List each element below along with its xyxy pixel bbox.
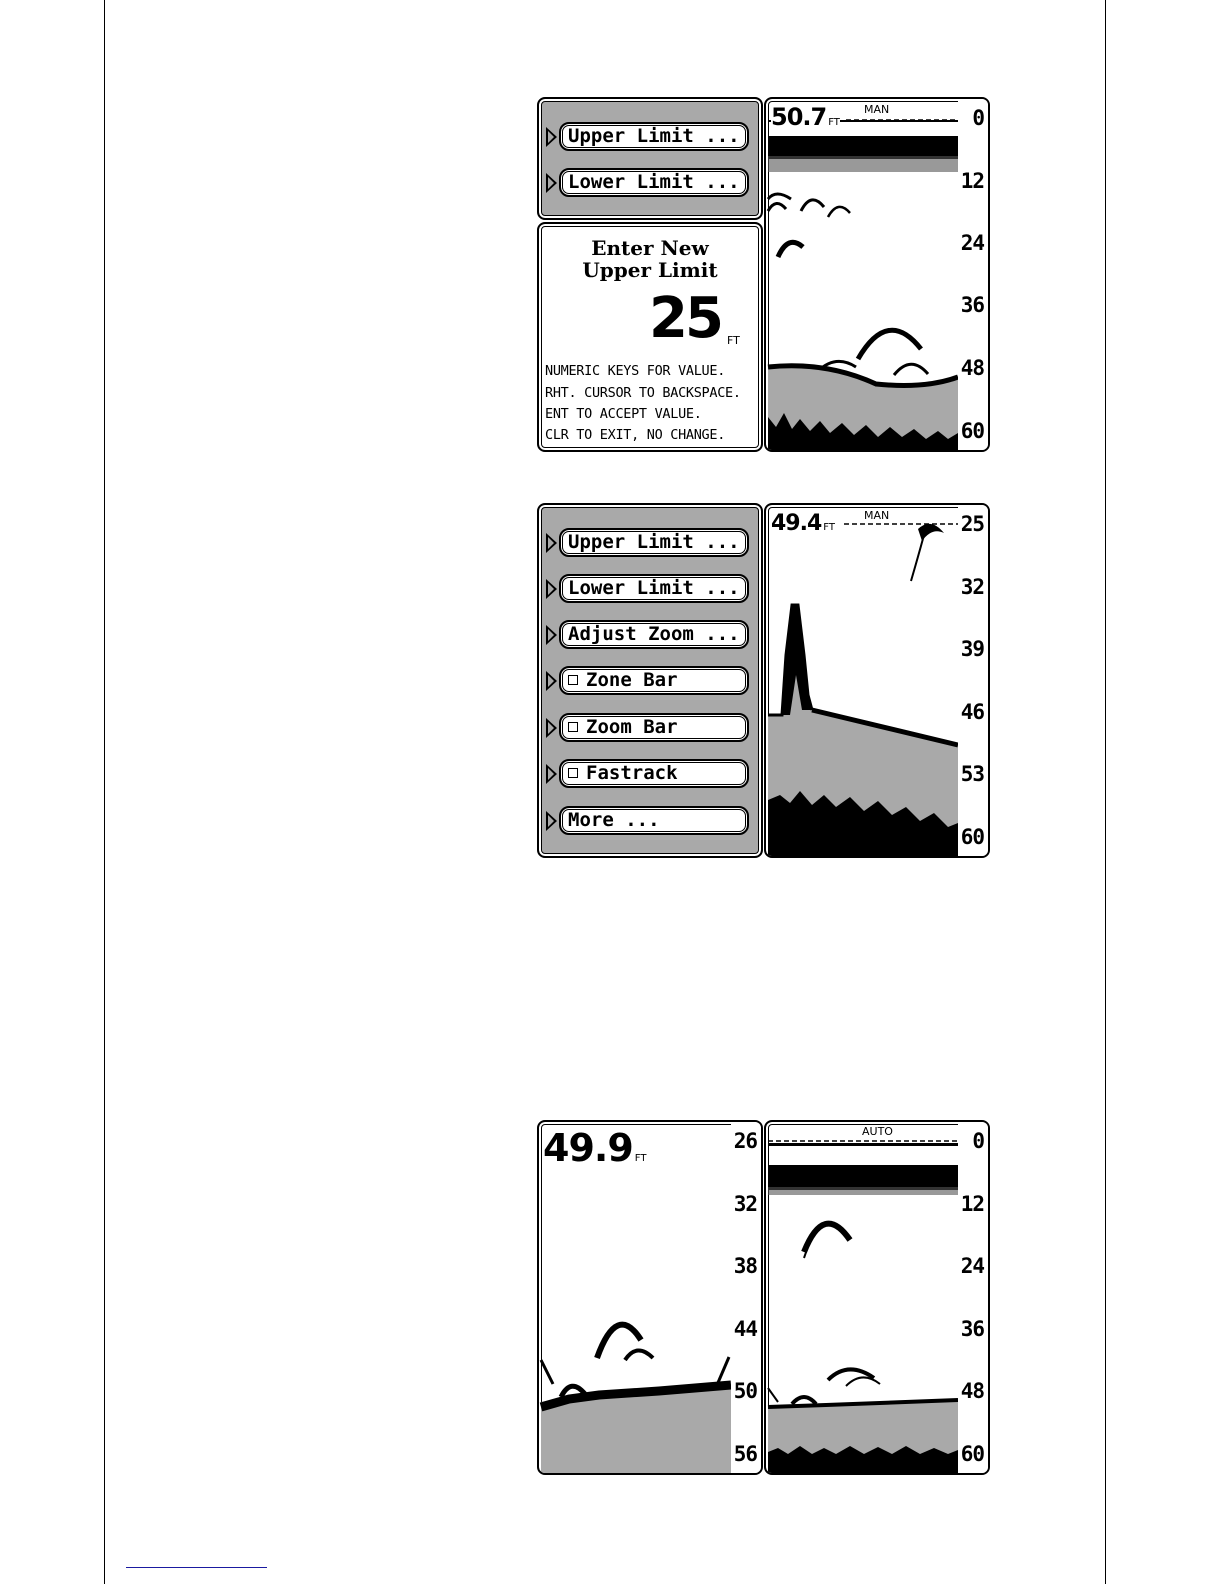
fastrack-label: Fastrack [586, 762, 678, 784]
value-unit: FT [727, 334, 740, 347]
depth-scale-label: 0 [972, 1129, 984, 1153]
menu-item-upper-limit[interactable] [543, 121, 755, 153]
range-mode-label: MAN [864, 509, 890, 522]
sonar-panel-screen3 [764, 1120, 990, 1475]
digital-depth-readout: 49.9 FT [543, 1126, 647, 1170]
depth-scale-label: 53 [960, 762, 984, 786]
instruction-line: ENT TO ACCEPT VALUE. [545, 406, 702, 422]
upper-limit-dialog [537, 222, 763, 452]
instruction-line: NUMERIC KEYS FOR VALUE. [545, 363, 726, 379]
zoom-scale-label: 32 [733, 1192, 757, 1216]
zoom-panel-screen3 [537, 1120, 763, 1475]
fastrack-checkbox[interactable] [568, 768, 578, 778]
selector-arrow-icon [546, 811, 557, 831]
selector-arrow-icon [546, 127, 557, 147]
menu-item-zoom-bar[interactable] [543, 712, 755, 744]
depth-scale-label: 60 [960, 419, 984, 443]
depth-scale-label: 60 [960, 825, 984, 849]
depth-scale-label: 48 [960, 356, 984, 380]
selector-arrow-icon [546, 173, 557, 193]
depth-scale-label: 24 [960, 231, 984, 255]
menu-item-more[interactable] [543, 805, 755, 837]
depth-scale-label: 36 [960, 293, 984, 317]
sonar-display [766, 505, 990, 858]
upper-limit-value[interactable]: 25 [649, 286, 721, 351]
footnote-rule [126, 1567, 267, 1568]
depth-scale-label: 25 [960, 512, 984, 536]
depth-scale-label: 12 [960, 1192, 984, 1216]
zone-bar-checkbox[interactable] [568, 675, 578, 685]
selector-arrow-icon [546, 625, 557, 645]
dialog-title-line1: Enter New [591, 236, 709, 260]
upper-limit-button[interactable]: Upper Limit ... [559, 122, 749, 151]
menu-item-upper-limit[interactable] [543, 527, 755, 559]
depth-scale-label: 12 [960, 169, 984, 193]
depth-scale-label: 60 [960, 1442, 984, 1466]
dialog-title-line2: Upper Limit [582, 258, 718, 282]
sonar-panel-screen2 [764, 503, 990, 858]
menu-item-zone-bar[interactable] [543, 665, 755, 697]
instruction-line: RHT. CURSOR TO BACKSPACE. [545, 385, 741, 401]
depth-scale-label: 0 [972, 106, 984, 130]
menu-item-adjust-zoom[interactable] [543, 619, 755, 651]
right-margin-line [1105, 0, 1106, 1584]
selector-arrow-icon [546, 764, 557, 784]
depth-scale-label: 39 [960, 637, 984, 661]
instruction-line: CLR TO EXIT, NO CHANGE. [545, 427, 726, 443]
zoom-scale-label: 56 [733, 1442, 757, 1466]
menu-panel-screen1 [537, 97, 763, 220]
zoom-sonar-display [539, 1122, 763, 1475]
zoom-bar-checkbox[interactable] [568, 722, 578, 732]
zone-bar-toggle[interactable] [559, 666, 749, 695]
depth-scale-label: 36 [960, 1317, 984, 1341]
left-margin-line [104, 0, 105, 1584]
sonar-display [766, 1122, 990, 1475]
fastrack-toggle[interactable] [559, 759, 749, 788]
depth-scale-label: 46 [960, 700, 984, 724]
selector-arrow-icon [546, 579, 557, 599]
depth-scale-label: 24 [960, 1254, 984, 1278]
upper-limit-button[interactable]: Upper Limit ... [559, 528, 749, 557]
lower-limit-button[interactable]: Lower Limit ... [559, 574, 749, 603]
digital-depth-readout: 49.4 FT [771, 511, 835, 536]
digital-depth-readout: 50.7 FT [771, 103, 840, 131]
menu-item-lower-limit[interactable] [543, 573, 755, 605]
more-button[interactable]: More ... [559, 806, 749, 835]
depth-scale-label: 32 [960, 575, 984, 599]
sonar-panel-screen1 [764, 97, 990, 452]
menu-panel-screen2 [537, 503, 763, 858]
depth-scale-label: 48 [960, 1379, 984, 1403]
adjust-zoom-button[interactable]: Adjust Zoom ... [559, 620, 749, 649]
sonar-display [766, 99, 990, 452]
range-mode-label: MAN [864, 103, 890, 116]
zoom-scale-label: 50 [733, 1379, 757, 1403]
range-mode-label: AUTO [862, 1125, 893, 1138]
zoom-scale-label: 26 [733, 1129, 757, 1153]
selector-arrow-icon [546, 533, 557, 553]
selector-arrow-icon [546, 671, 557, 691]
zoom-scale-label: 44 [733, 1317, 757, 1341]
menu-item-fastrack[interactable] [543, 758, 755, 790]
menu-item-lower-limit[interactable] [543, 167, 755, 199]
zoom-bar-toggle[interactable] [559, 713, 749, 742]
lower-limit-button[interactable]: Lower Limit ... [559, 168, 749, 197]
selector-arrow-icon [546, 718, 557, 738]
zoom-bar-label: Zoom Bar [586, 716, 678, 738]
zoom-scale-label: 38 [733, 1254, 757, 1278]
zone-bar-label: Zone Bar [586, 669, 678, 691]
